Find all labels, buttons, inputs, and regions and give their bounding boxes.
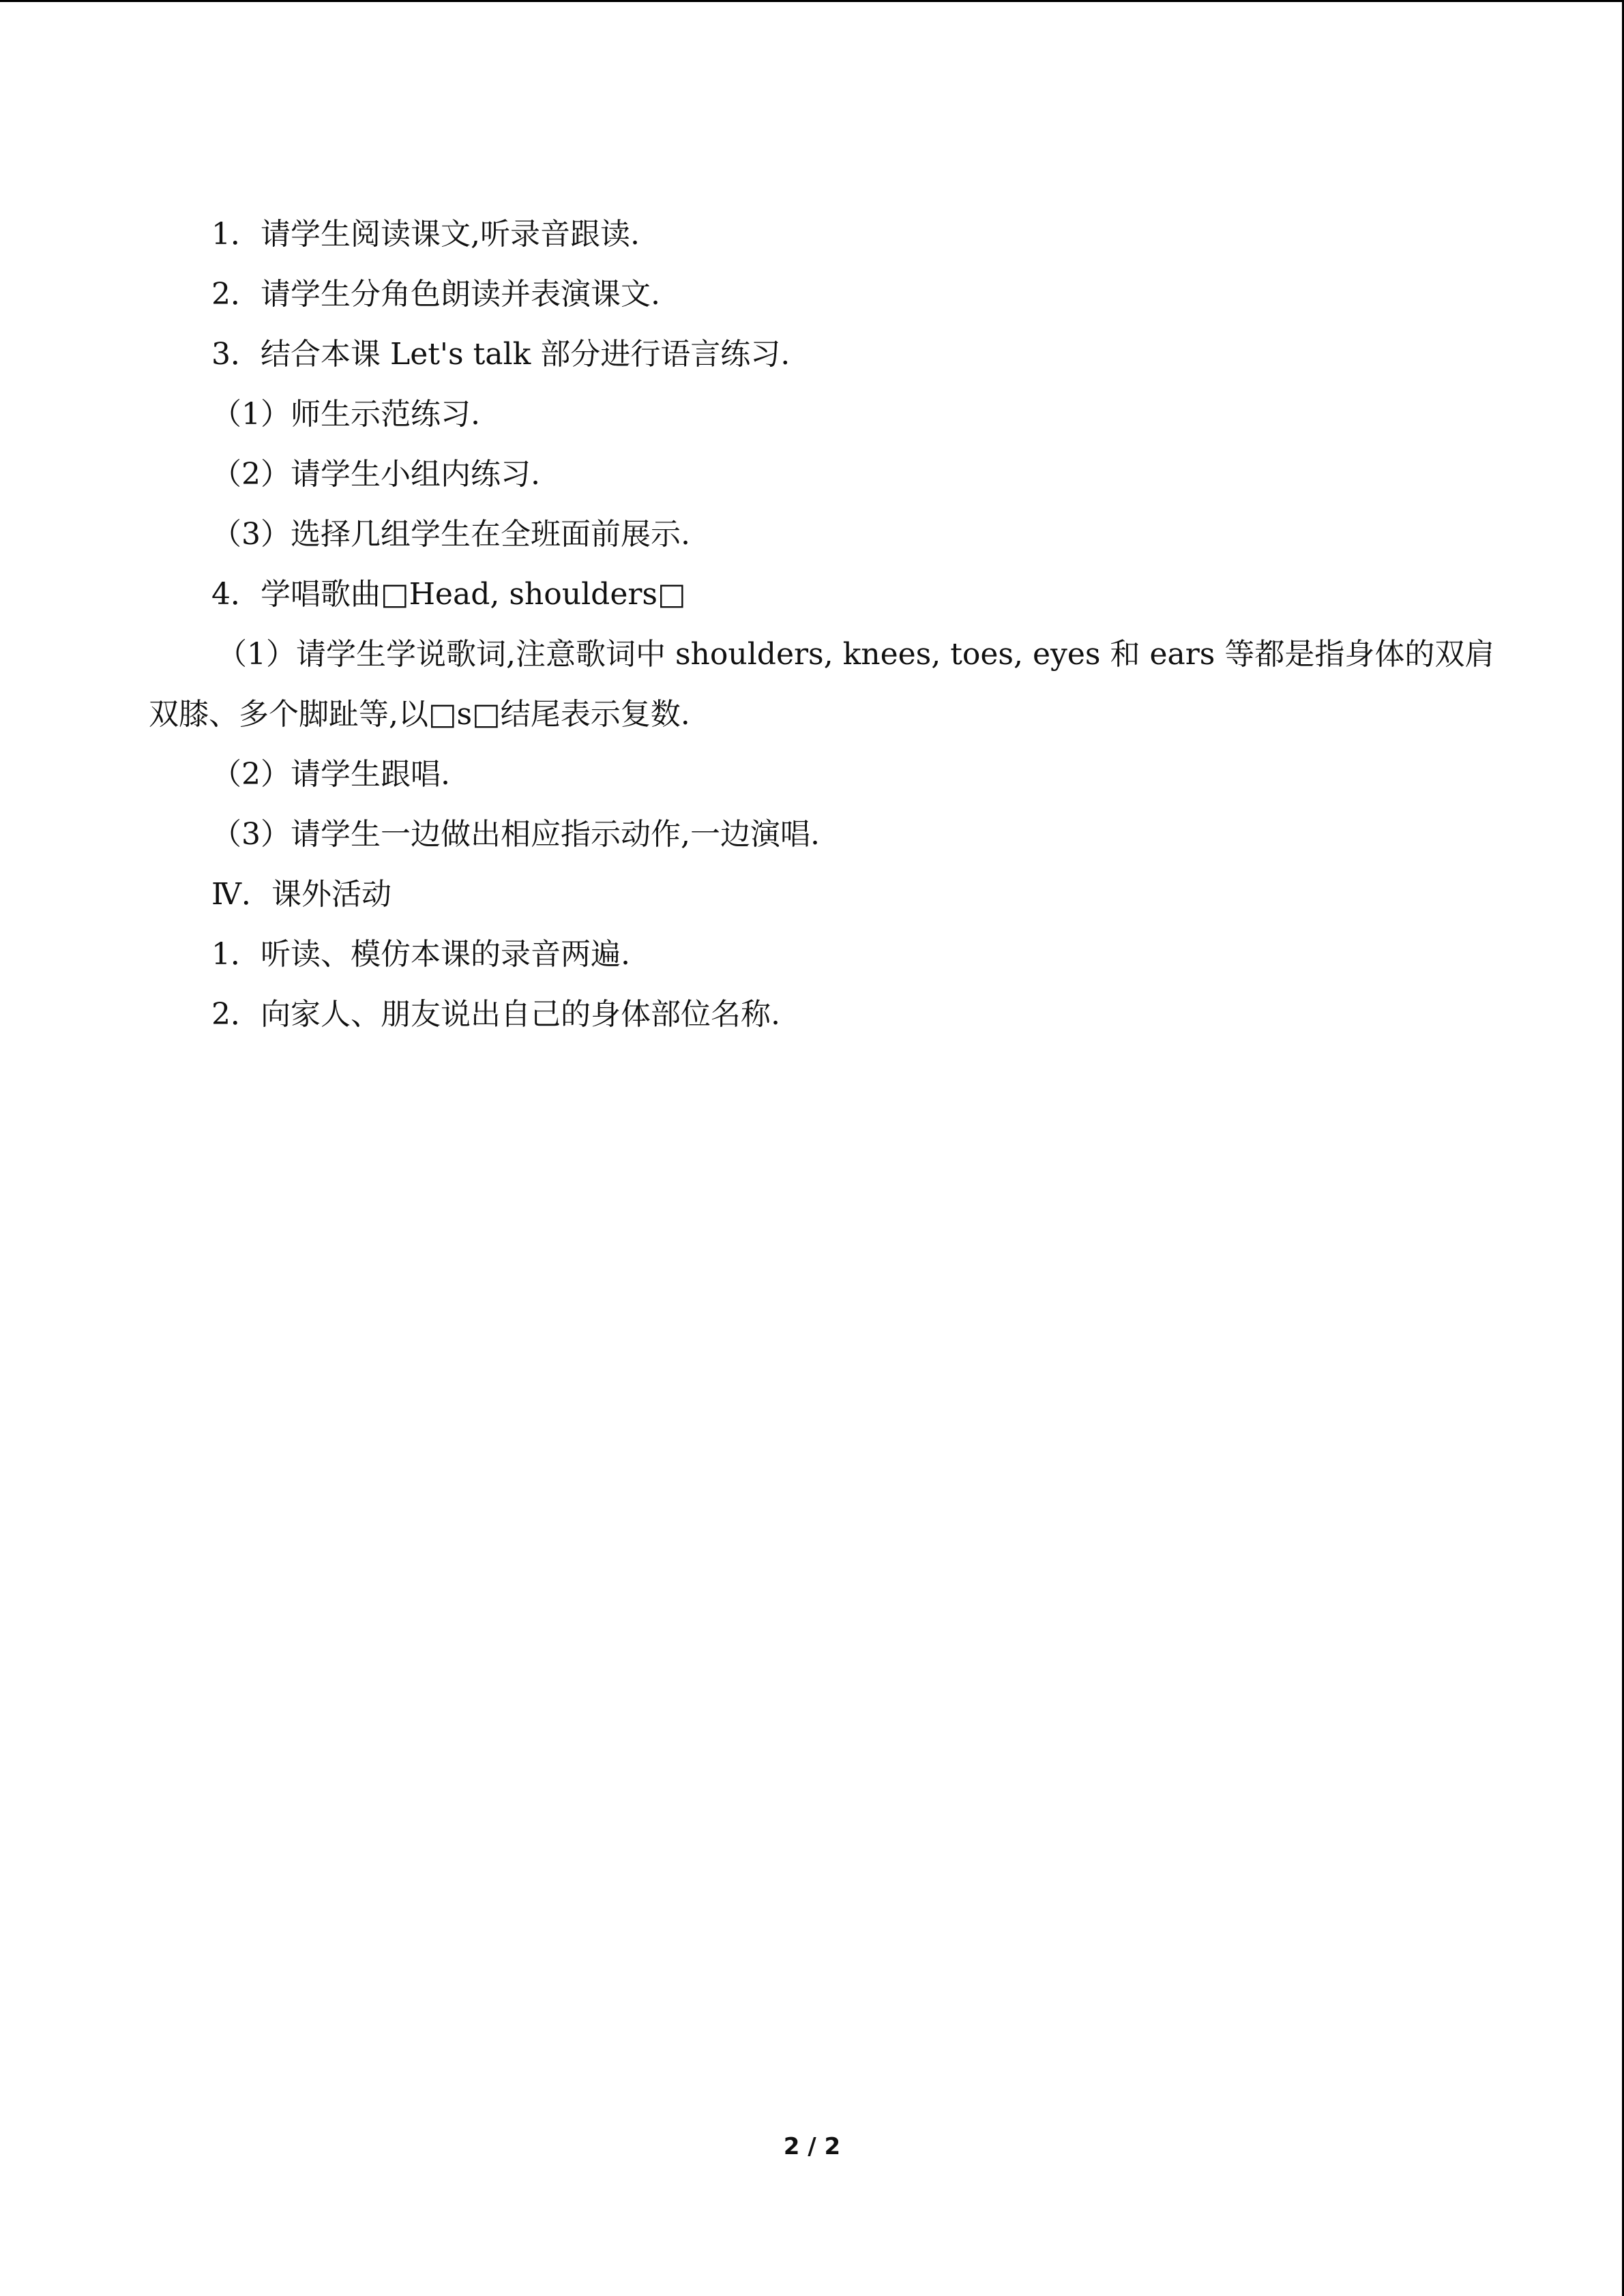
- step-4: 4．学唱歌曲□Head, shoulders□: [211, 577, 686, 612]
- substep-4-1-line-1: （1）请学生学说歌词,注意歌词中 shoulders, knees, toes, eyes 和 ears 等都是指身体的双肩: [217, 637, 1495, 672]
- step-2: 2．请学生分角色朗读并表演课文.: [211, 277, 660, 312]
- substep-3-3: （3）选择几组学生在全班面前展示.: [211, 517, 690, 552]
- step-3: 3．结合本课 Let's talk 部分进行语言练习.: [211, 337, 791, 372]
- step-1: 1．请学生阅读课文,听录音跟读.: [211, 217, 640, 252]
- activity-1: 1．听读、模仿本课的录音两遍.: [211, 937, 630, 972]
- substep-3-2: （2）请学生小组内练习.: [211, 457, 540, 492]
- substep-4-1-line-2: 双膝、多个脚趾等,以□s□结尾表示复数.: [149, 697, 690, 732]
- substep-4-2: （2）请学生跟唱.: [211, 757, 450, 792]
- page-number: 2 / 2: [783, 2133, 841, 2160]
- substep-4-3: （3）请学生一边做出相应指示动作,一边演唱.: [211, 817, 820, 852]
- activity-2: 2．向家人、朋友说出自己的身体部位名称.: [211, 997, 780, 1032]
- top-border: [0, 0, 1624, 2]
- substep-4-1: [149, 625, 1495, 745]
- substep-3-1: （1）师生示范练习.: [211, 397, 480, 432]
- section-heading-iv: Ⅳ．课外活动: [211, 877, 392, 912]
- document-body: [149, 205, 1495, 1045]
